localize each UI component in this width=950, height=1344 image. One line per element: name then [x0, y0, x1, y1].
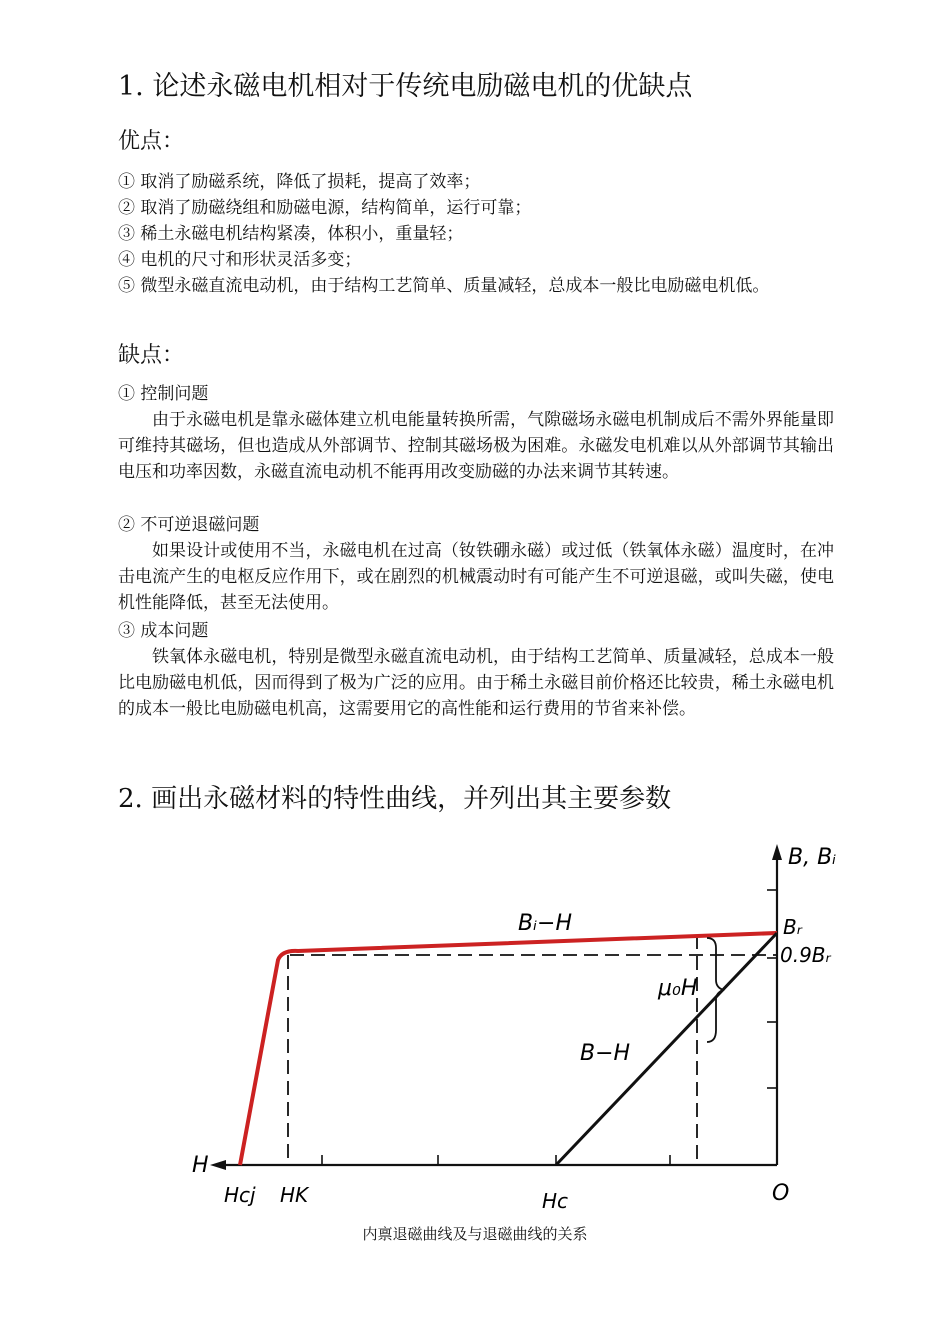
x-axis-ticks	[322, 1155, 670, 1165]
mu0h-label: μ₀H	[658, 976, 698, 1001]
br09-label: 0.9Bᵣ	[780, 943, 831, 967]
disadvantage-label-1: ① 控制问题	[118, 384, 209, 404]
advantage-item-5: ⑤ 微型永磁直流电动机，由于结构工艺简单、质量减轻，总成本一般比电励磁电机低。	[118, 276, 770, 296]
hk-label: HK	[280, 1183, 309, 1207]
disadvantage-label-2: ② 不可逆退磁问题	[118, 515, 260, 535]
y-axis-arrow-icon	[772, 844, 782, 860]
figure-caption: 内禀退磁曲线及与退磁曲线的关系	[362, 1225, 588, 1243]
y-axis-ticks	[767, 890, 777, 1088]
b-h-label: B−H	[580, 1041, 631, 1066]
advantage-item-3: ③ 稀土永磁电机结构紧凑，体积小，重量轻；	[118, 224, 464, 244]
br-label: Bᵣ	[783, 915, 802, 939]
origin-label: O	[772, 1181, 790, 1206]
disadvantages-heading: 缺点：	[118, 343, 185, 368]
x-axis-arrow-icon	[210, 1160, 226, 1170]
mu0h-brace	[707, 938, 724, 1042]
disadvantage-text-2: 如果设计或使用不当，永磁电机在过高（钕铁硼永磁）或过低（铁氧体永磁）温度时，在冲击电流产生的电枢反应作用下，或在剧烈的机械震动时有可能产生不可逆退磁，或叫失磁，使电机性能降低，甚至无法使用。	[118, 541, 834, 613]
advantage-item-1: ① 取消了励磁系统，降低了损耗，提高了效率；	[118, 172, 481, 192]
hc-label: Hc	[542, 1189, 569, 1210]
advantage-item-2: ② 取消了励磁绕组和励磁电源，结构简单，运行可靠；	[118, 198, 532, 218]
advantage-item-4: ④ 电机的尺寸和形状灵活多变；	[118, 250, 362, 270]
section2-title: 2. 画出永磁材料的特性曲线，并列出其主要参数	[118, 784, 672, 814]
y-axis-label: B, Bᵢ	[788, 845, 837, 870]
bi-h-label: Bᵢ−H	[518, 911, 573, 936]
hcj-label: Hcj	[224, 1183, 256, 1207]
x-axis-label: H	[192, 1153, 209, 1178]
section1-title: 1. 论述永磁电机相对于传统电励磁电机的优缺点	[118, 71, 693, 102]
disadvantage-text-3: 铁氧体永磁电机，特别是微型永磁直流电动机，由于结构工艺简单、质量减轻，总成本一般比电励磁电机低，因而得到了极为广泛的应用。由于稀土永磁目前价格还比较贵，稀土永磁电机的成本一般比电励磁电机高，这需要用它的高性能和运行费用的节省来补偿。	[118, 647, 834, 719]
disadvantage-label-3: ③ 成本问题	[118, 621, 209, 641]
demagnetization-figure	[180, 830, 860, 1210]
advantages-heading: 优点：	[118, 129, 185, 154]
disadvantage-text-1: 由于永磁电机是靠永磁体建立机电能量转换所需，气隙磁场永磁电机制成后不需外界能量即可维持其磁场，但也造成从外部调节、控制其磁场极为困难。永磁发电机难以从外部调节其输出电压和功率因数，永磁直流电动机不能再用改变励磁的办法来调节其转速。	[118, 410, 834, 482]
